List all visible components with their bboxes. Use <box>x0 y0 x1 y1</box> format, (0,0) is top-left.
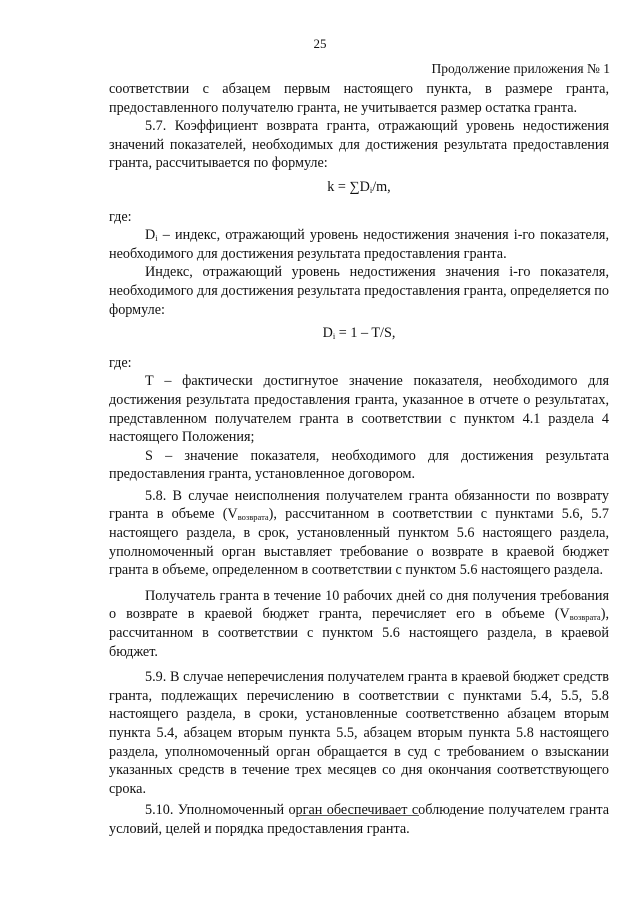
di-definition: – индекс, отражающий уровень недостижения значения i-го показателя, необходимого для достижения результата предоставления гранта. <box>109 227 609 262</box>
di-subscript: i <box>155 233 158 244</box>
paragraph-continuation: соответствии с абзацем первым настоящего пункта, в размере гранта, предоставленного получателю гранта, не учитывается размер остатка гранта. <box>109 81 609 116</box>
footer-rule <box>299 815 419 816</box>
paragraph-5-8 <box>109 487 609 580</box>
paragraph-5-8-part-b: ), рассчитанном в соответствии с пунктами 5.6, 5.7 настоящего раздела, в срок, установленный пунктом 5.6 настоящего раздела, уполномоченный орган выставляет требование о возврате в краевой бюджет гранта в объеме, определенном в соответствии с пунктом 5.6 настоящего раздела. <box>109 506 609 579</box>
v-return-subscript: возврата <box>237 512 269 523</box>
paragraph-5-10: 5.10. Уполномоченный орган обеспечивает соблюдение получателем гранта условий, целей и порядка предоставления гранта. <box>109 802 609 837</box>
paragraph-5-8-part-a: 5.8. В случае неисполнения получателем гранта обязанности по возврату гранта в объеме (V <box>109 487 609 523</box>
paragraph-5-8-second-part-a: Получатель гранта в течение 10 рабочих дней со дня получения требования о возврате в краевой бюджет гранта, перечисляет его в объеме (V <box>109 587 609 623</box>
paragraph-index: Индекс, отражающий уровень недостижения значения i-го показателя, необходимого для достижения результата предоставления гранта, определяется по формуле: <box>109 264 609 318</box>
paragraph-5-8-second <box>109 587 609 661</box>
where-label-2: где: <box>109 354 132 371</box>
where-label-1: где: <box>109 208 132 225</box>
definition-s: S – значение показателя, необходимого для достижения результата предоставления гранта, установленное договором. <box>109 447 609 483</box>
formula-k-rhs: /m, <box>372 178 391 195</box>
formula-k-lhs: k = ∑D <box>327 178 370 195</box>
definition-di <box>109 226 609 263</box>
formula-di-rhs: = 1 – T/S, <box>335 325 396 342</box>
formula-di-lhs: D <box>322 325 333 342</box>
formula-k <box>109 178 609 197</box>
document-body <box>109 80 609 839</box>
v-return-subscript-2: возврата <box>569 612 601 623</box>
formula-di-subscript: i <box>332 331 336 342</box>
running-header: Продолжение приложения № 1 <box>431 61 610 76</box>
definition-t: Т – фактически достигнутое значение показателя, необходимого для достижения результата предоставления гранта, указанное в отчете о результатах, представленном получателем гранта в соответствии с пунктом 4.1 раздела 4 настоящего Положения; <box>109 373 609 446</box>
paragraph-5-7: 5.7. Коэффициент возврата гранта, отражающий уровень недостижения значений показателей, необходимых для достижения результата предоставления гранта, рассчитывается по формуле: <box>109 118 609 172</box>
paragraph-5-8-second-part-b: ), рассчитанном в соответствии с пунктом 5.6 настоящего раздела, в краевой бюджет. <box>109 606 609 660</box>
page-number: 25 <box>313 36 327 51</box>
formula-di <box>109 324 609 343</box>
paragraph-5-9: 5.9. В случае неперечисления получателем гранта в краевой бюджет средств гранта, подлежащих перечислению в соответствии с пунктами 5.4, 5.5, 5.8 настоящего раздела, в сроки, установленные соответственно абзацем вторым пункта 5.4, абзацем вторым пункта 5.5, абзацем вторым пункта 5.8 настоящего раздела, уполномоченный орган обращается в суд с требованием о взыскании указанных средств в течение трех месяцев со дня окончания соответствующего срока. <box>109 669 609 797</box>
formula-k-subscript: i <box>369 184 373 195</box>
di-symbol: D <box>145 227 156 244</box>
